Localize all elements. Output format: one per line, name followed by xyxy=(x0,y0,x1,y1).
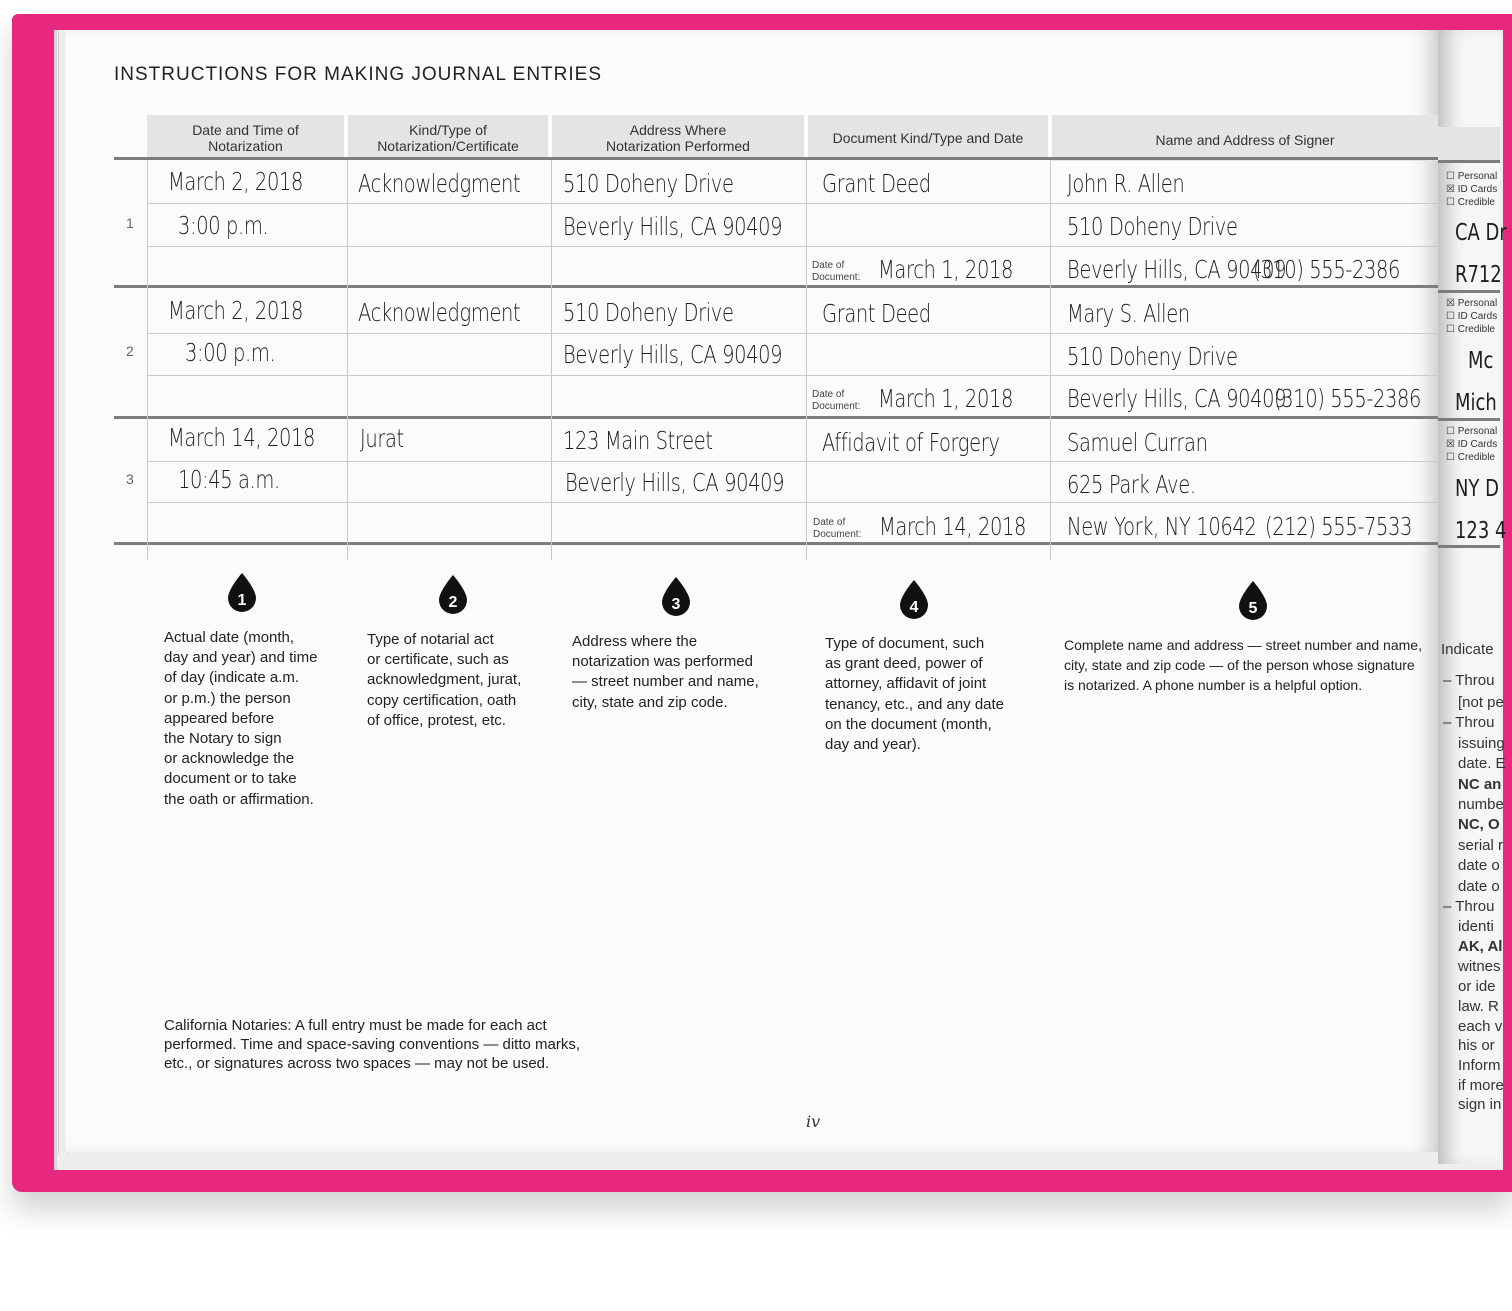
entry-signer-city: Beverly Hills, CA 90409 xyxy=(1067,384,1287,413)
row-rule xyxy=(147,375,1438,376)
entry-document-kind: Grant Deed xyxy=(822,299,931,328)
column-header-date-time: Date and Time of Notarization xyxy=(147,115,344,157)
entry-rule xyxy=(114,416,1438,419)
next-page-text: date o xyxy=(1458,857,1500,874)
marker-3-icon xyxy=(660,577,692,617)
next-page-handwriting: Mich xyxy=(1455,390,1497,416)
entry-number: 2 xyxy=(126,343,134,359)
entry-time: 3:00 p.m. xyxy=(178,211,269,240)
column-header-kind: Kind/Type of Notarization/Certificate xyxy=(348,115,548,157)
entry-document-kind: Affidavit of Forgery xyxy=(822,428,1000,457)
entry-address-line2: Beverly Hills, CA 90409 xyxy=(563,212,783,241)
entry-date: March 2, 2018 xyxy=(168,296,304,325)
next-page-rule xyxy=(1438,545,1500,548)
next-page-handwriting: R712 xyxy=(1455,262,1502,288)
entry-document-kind: Grant Deed xyxy=(822,169,931,198)
entry-signer-street: 510 Doheny Drive xyxy=(1067,342,1238,371)
instruction-3-text: Address where the notarization was performed — street number and name, city, state and zip code. xyxy=(572,633,759,711)
entry-signer-name: Mary S. Allen xyxy=(1067,299,1190,328)
next-page-text: numbe xyxy=(1458,796,1504,813)
svg-text:4: 4 xyxy=(909,599,919,616)
next-page-text: – Throu xyxy=(1443,672,1495,689)
entry-time: 3:00 p.m. xyxy=(185,338,276,367)
next-page-handwriting: NY D xyxy=(1455,476,1499,502)
next-page-text: or ide xyxy=(1458,978,1496,995)
column-header-signer: Name and Address of Signer xyxy=(1052,115,1438,161)
next-page-text: issuing xyxy=(1458,735,1505,752)
next-page-handwriting: 123 4 xyxy=(1455,518,1507,544)
left-page xyxy=(66,30,1438,1152)
next-page-handwriting: Mc xyxy=(1468,348,1494,374)
next-page-text: Indicate xyxy=(1441,641,1494,658)
entry-signer-street: 625 Park Ave. xyxy=(1067,470,1196,499)
next-page-rule xyxy=(1438,160,1500,163)
entry-signer-name: John R. Allen xyxy=(1067,169,1185,198)
entry-address-line1: 510 Doheny Drive xyxy=(563,169,734,198)
next-page-text: witnes xyxy=(1458,958,1501,975)
checkbox-group: ☒ Personal ☐ ID Cards ☐ Credible xyxy=(1446,298,1498,335)
instruction-4-text: Type of document, such as grant deed, power of attorney, affidavit of joint tenancy, etc., and any date on the document (month, day and year). xyxy=(825,635,1005,754)
row-rule xyxy=(147,333,1438,334)
next-page-text: serial r xyxy=(1458,837,1504,854)
entry-number: 3 xyxy=(126,471,134,487)
page-title: INSTRUCTIONS FOR MAKING JOURNAL ENTRIES xyxy=(114,64,602,85)
next-page-text: – Throu xyxy=(1443,714,1495,731)
marker-5-icon xyxy=(1237,581,1269,621)
california-note: California Notaries: A full entry must be made for each act performed. Time and space-saving conventions — ditto marks, etc., or signatures across two spaces — may not be used. xyxy=(164,1017,581,1072)
next-page-text: NC, O xyxy=(1458,816,1500,833)
next-page-rule xyxy=(1438,290,1500,293)
entry-signer-phone: (310) 555-2386 xyxy=(1274,384,1422,413)
svg-text:5: 5 xyxy=(1248,600,1258,617)
next-page-text: Inform xyxy=(1458,1057,1501,1074)
next-page-text: – Throu xyxy=(1443,898,1495,915)
entry-address-line2: Beverly Hills, CA 90409 xyxy=(565,468,785,497)
next-page-text: date o xyxy=(1458,878,1500,895)
svg-text:1: 1 xyxy=(237,592,247,609)
entry-address-line1: 510 Doheny Drive xyxy=(563,298,734,327)
date-of-document-label: Date of Document: xyxy=(812,260,861,283)
row-rule xyxy=(147,461,1438,462)
entry-number: 1 xyxy=(126,215,134,231)
column-divider xyxy=(147,160,148,560)
entry-signer-phone: (310) 555-2386 xyxy=(1253,255,1401,284)
entry-address-line2: Beverly Hills, CA 90409 xyxy=(563,340,783,369)
column-divider xyxy=(806,160,807,560)
checkbox-group: ☐ Personal ☒ ID Cards ☐ Credible xyxy=(1446,171,1498,208)
next-page-rule xyxy=(1438,418,1500,421)
entry-rule xyxy=(114,285,1438,288)
marker-4-icon xyxy=(898,580,930,620)
column-header-document: Document Kind/Type and Date xyxy=(808,115,1048,157)
page-number: iv xyxy=(806,1112,821,1131)
next-page-text: [not pe xyxy=(1458,694,1504,711)
entry-signer-phone: (212) 555-7533 xyxy=(1265,512,1413,541)
next-page-text: if more xyxy=(1458,1077,1504,1094)
next-page-text: identi xyxy=(1458,918,1494,935)
entry-time: 10:45 a.m. xyxy=(178,465,280,494)
entry-date: March 14, 2018 xyxy=(168,423,316,452)
entry-kind: Acknowledgment xyxy=(358,298,521,327)
entry-kind: Acknowledgment xyxy=(358,169,521,198)
instruction-2-text: Type of notarial act or certificate, such as acknowledgment, jurat, copy certification, oath of office, protest, etc. xyxy=(367,631,522,729)
instruction-1-text: Actual date (month, day and year) and time of day (indicate a.m. or p.m.) the person appeared before the Notary to sign or acknowledge the document or to take the oath or affirmation. xyxy=(164,629,318,808)
row-rule xyxy=(147,502,1438,503)
entry-signer-name: Samuel Curran xyxy=(1067,428,1208,457)
entry-date: March 2, 2018 xyxy=(168,167,304,196)
svg-text:2: 2 xyxy=(448,594,458,611)
entry-document-date: March 14, 2018 xyxy=(879,512,1027,541)
next-page-handwriting: CA Dr xyxy=(1455,220,1507,246)
checkbox-group: ☐ Personal ☒ ID Cards ☐ Credible xyxy=(1446,426,1498,463)
entry-address-line1: 123 Main Street xyxy=(563,426,713,455)
row-rule xyxy=(147,246,1438,247)
next-page-text: NC an xyxy=(1458,776,1502,793)
marker-1-icon xyxy=(226,573,258,613)
header-rule xyxy=(114,157,1438,160)
next-page-text: AK, Al xyxy=(1458,938,1503,955)
column-divider xyxy=(551,160,552,560)
marker-2-icon xyxy=(437,575,469,615)
instruction-5-text: Complete name and address — street number and name, city, state and zip code — of the person whose signature is notarized. A phone number is a helpful option. xyxy=(1064,637,1422,694)
date-of-document-label: Date of Document: xyxy=(812,389,861,412)
entry-kind: Jurat xyxy=(360,424,404,453)
column-divider xyxy=(1050,160,1051,560)
date-of-document-label: Date of Document: xyxy=(813,517,862,540)
column-header-address: Address Where Notarization Performed xyxy=(552,115,804,157)
entry-signer-city: Beverly Hills, CA 90409 xyxy=(1067,255,1287,284)
next-page-text: sign in xyxy=(1458,1096,1502,1113)
row-rule xyxy=(147,203,1438,204)
next-page-text: law. R xyxy=(1458,998,1499,1015)
entry-rule xyxy=(114,542,1438,545)
entry-signer-street: 510 Doheny Drive xyxy=(1067,212,1238,241)
next-page-header xyxy=(1438,127,1500,160)
next-page-text: his or xyxy=(1458,1037,1495,1054)
column-divider xyxy=(347,160,348,560)
next-page-text: each v xyxy=(1458,1018,1503,1035)
next-page-text: date. E xyxy=(1458,755,1506,772)
entry-document-date: March 1, 2018 xyxy=(878,384,1014,413)
entry-signer-city: New York, NY 10642 xyxy=(1067,512,1257,541)
entry-document-date: March 1, 2018 xyxy=(878,255,1014,284)
svg-text:3: 3 xyxy=(671,596,681,613)
